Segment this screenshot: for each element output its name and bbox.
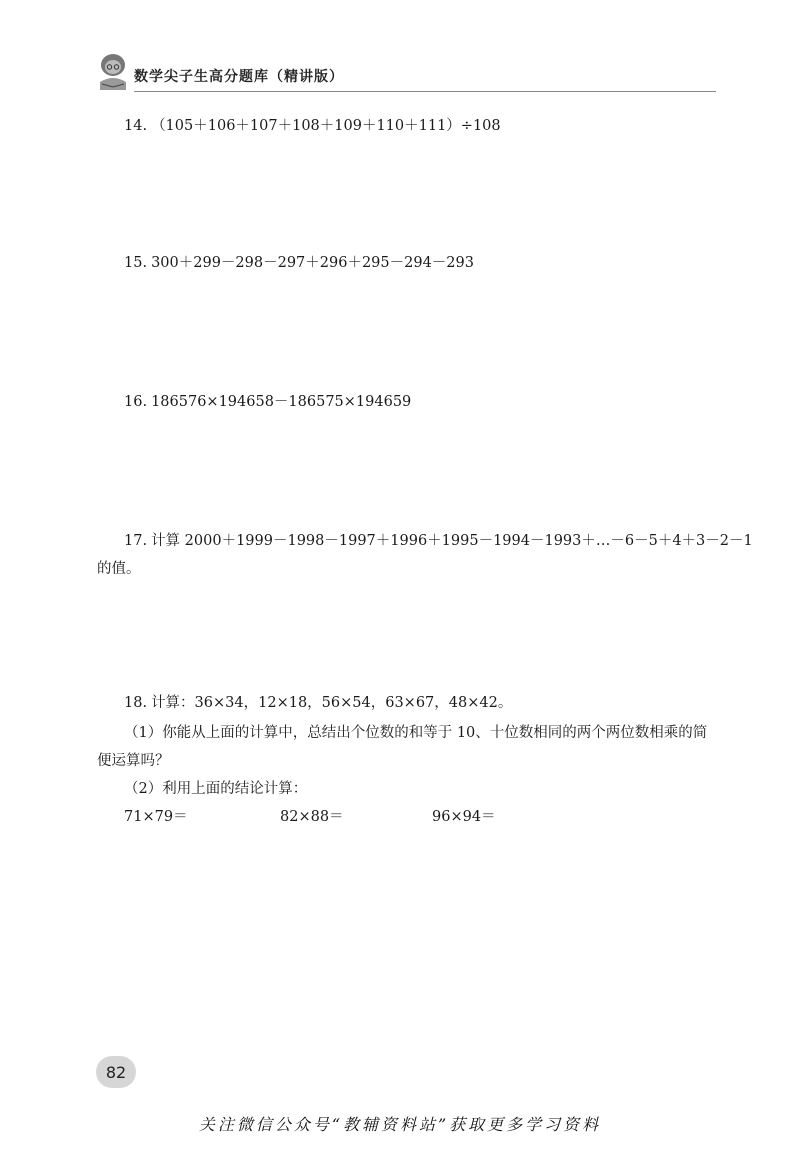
problem-text: 186576×194658－186575×194659 xyxy=(151,394,412,410)
calc-item: 82×88＝ xyxy=(280,809,344,825)
page-number-badge: 82 xyxy=(96,1056,136,1088)
problem-15 xyxy=(124,250,474,276)
problem-18-part-1: （1）你能从上面的计算中，总结出个位数的和等于 10、十位数相同的两个两位数相乘的简 xyxy=(124,725,708,741)
problem-text: 计算：36×34，12×18，56×54，63×67，48×42。 xyxy=(151,695,513,711)
page-header xyxy=(96,50,716,96)
problem-number: 18. xyxy=(124,695,148,711)
problem-17 xyxy=(124,528,753,554)
student-logo-icon xyxy=(96,52,130,92)
header-divider xyxy=(134,91,716,92)
problem-text: （105＋106＋107＋108＋109＋110＋111）÷108 xyxy=(151,118,501,134)
problem-number: 15. xyxy=(124,255,148,271)
problem-number: 17. xyxy=(124,533,148,549)
calc-item: 71×79＝ xyxy=(124,809,188,825)
problem-18 xyxy=(124,690,512,716)
problem-18-part-2: （2）利用上面的结论计算： xyxy=(124,781,308,797)
book-title: 数学尖子生高分题库（精讲版） xyxy=(134,69,344,85)
problem-18-part-1-continuation: 便运算吗？ xyxy=(97,753,170,769)
problem-17-continuation: 的值。 xyxy=(97,561,141,577)
problem-number: 14. xyxy=(124,118,148,134)
problem-text: 300＋299－298－297＋296＋295－294－293 xyxy=(151,255,474,271)
problem-text: 计算 2000＋1999－1998－1997＋1996＋1995－1994－1993＋…－6－5＋4＋3－2－1 xyxy=(151,533,753,549)
problem-14 xyxy=(124,113,501,139)
calc-item: 96×94＝ xyxy=(432,809,496,825)
footer-watermark: 关注微信公众号“教辅资料站”获取更多学习资料 xyxy=(198,1115,602,1134)
problem-number: 16. xyxy=(124,394,148,410)
problem-16 xyxy=(124,389,411,415)
